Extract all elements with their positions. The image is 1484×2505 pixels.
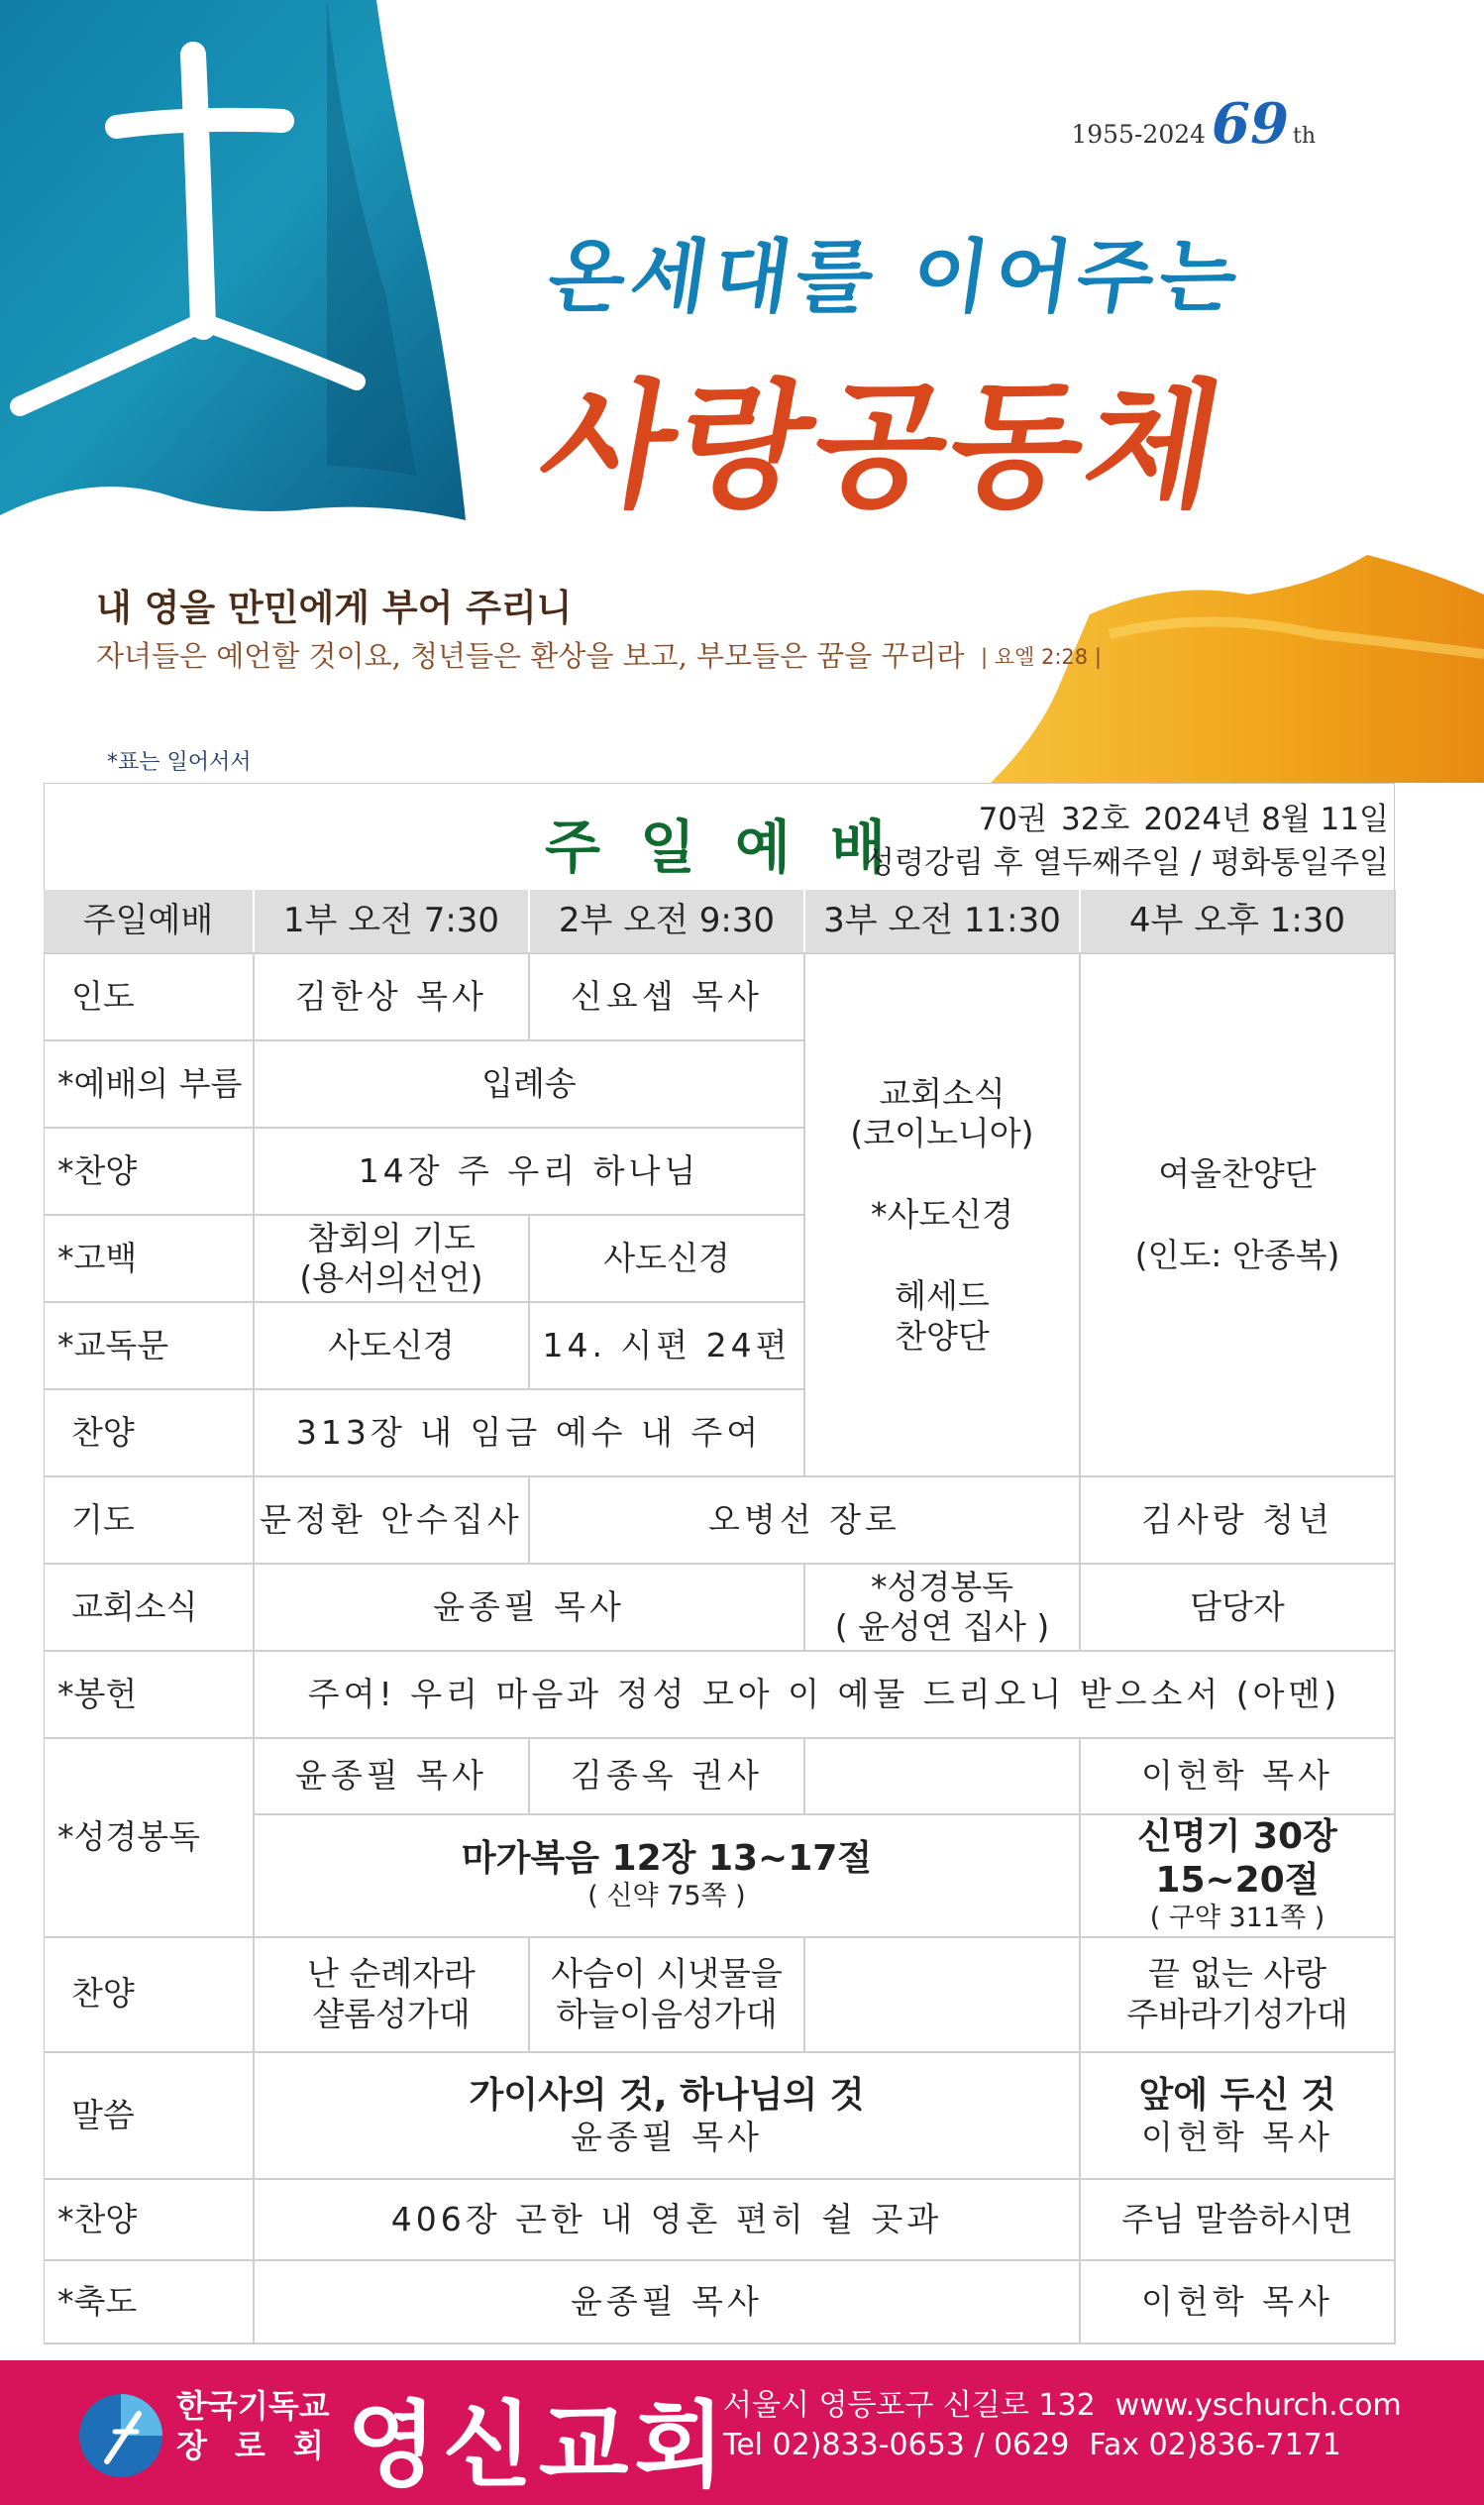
row-label: 교회소식 xyxy=(44,1564,254,1651)
anniversary-number: 69 xyxy=(1212,91,1289,157)
verse-title: 내 영을 만민에게 부어 주리니 xyxy=(96,587,573,629)
page-title: 주일예배 xyxy=(545,814,926,881)
verse-reference: | 요엘 2:28 | xyxy=(981,645,1102,669)
table-cell: 김사랑 청년 xyxy=(1080,1476,1395,1564)
anthem-title: 끝 없는 사랑 xyxy=(1147,1954,1327,1994)
slogan-line-1: 온세대를 이어주는 xyxy=(542,231,1249,323)
column-header: 1부 오전 7:30 xyxy=(254,890,529,953)
sermon-title: 가이사의 것, 하나님의 것 xyxy=(469,2074,865,2116)
row-label: *고백 xyxy=(44,1215,254,1302)
column-header: 3부 오전 11:30 xyxy=(804,890,1080,953)
table-cell: 김종옥 권사 xyxy=(529,1738,804,1813)
table-cell xyxy=(254,1215,529,1302)
table-row xyxy=(44,1476,1395,1564)
slogan-line-2: 사랑공동체 xyxy=(528,367,1237,526)
denomination-line-2: 장로회 xyxy=(176,2427,352,2464)
table-row xyxy=(44,1937,1395,2052)
verse-text: 자녀들은 예언할 것이요, 청년들은 환상을 보고, 부모들은 꿈을 꾸리라 xyxy=(96,639,965,673)
choir-name: 하늘이음성가대 xyxy=(556,1994,778,2033)
table-cell-line: *성경봉독 xyxy=(870,1568,1013,1607)
table-cell-line: 여울찬양단 xyxy=(1158,1153,1317,1193)
anniversary-years: 1955-2024 xyxy=(1071,120,1207,149)
sermon-title: 앞에 두신 것 xyxy=(1138,2074,1336,2116)
table-cell: 이헌학 목사 xyxy=(1080,2260,1395,2343)
table-row xyxy=(44,953,1395,1040)
table-cell: 사도신경 xyxy=(254,1302,529,1389)
table-cell xyxy=(529,1937,804,2052)
choir-name: 샬롬성가대 xyxy=(312,1994,471,2033)
anthem-title: 사슴이 시냇물을 xyxy=(551,1954,783,1994)
denomination-name xyxy=(176,2386,352,2465)
preacher-name: 이헌학 목사 xyxy=(1141,2117,1333,2156)
table-cell: 담당자 xyxy=(1080,1564,1395,1651)
table-cell: 윤종필 목사 xyxy=(254,1564,804,1651)
row-label: *축도 xyxy=(44,2260,254,2343)
table-cell: 주님 말씀하시면 xyxy=(1080,2179,1395,2260)
table-cell: 김한상 목사 xyxy=(254,953,529,1040)
scripture-page: ( 신약 75쪽 ) xyxy=(587,1881,746,1912)
row-label: *찬양 xyxy=(44,2179,254,2260)
table-cell-line: 참회의 기도 xyxy=(307,1218,476,1257)
table-row xyxy=(44,1651,1395,1738)
column-header: 주일예배 xyxy=(44,890,254,953)
table-cell-line: *사도신경 xyxy=(870,1195,1013,1235)
table-cell: 14. 시편 24편 xyxy=(529,1302,804,1389)
service4-block xyxy=(1080,953,1395,1476)
blue-brush-shape xyxy=(0,0,466,520)
table-row xyxy=(44,2179,1395,2260)
table-row xyxy=(44,1738,1395,1813)
footer-website[interactable]: www.yschurch.com xyxy=(1114,2388,1402,2423)
table-cell-line: (인도: 안종복) xyxy=(1134,1236,1340,1275)
row-label: 기도 xyxy=(44,1476,254,1564)
table-row xyxy=(44,2052,1395,2179)
column-header: 4부 오후 1:30 xyxy=(1080,890,1395,953)
column-header: 2부 오전 9:30 xyxy=(529,890,804,953)
table-cell: 신요셉 목사 xyxy=(529,953,804,1040)
row-label: 말씀 xyxy=(44,2052,254,2179)
anniversary-badge xyxy=(1071,91,1316,157)
row-label: *성경봉독 xyxy=(44,1738,254,1936)
table-cell xyxy=(804,1937,1080,2052)
table-cell xyxy=(1080,1814,1395,1937)
anthem-title: 난 순례자라 xyxy=(307,1954,476,1994)
table-cell xyxy=(254,1814,1080,1937)
table-cell xyxy=(1080,2052,1395,2179)
table-cell xyxy=(254,1937,529,2052)
row-label: *찬양 xyxy=(44,1128,254,1215)
footer-fax: Fax 02)836-7171 xyxy=(1089,2428,1341,2462)
table-row xyxy=(44,1564,1395,1651)
table-header-row xyxy=(44,890,1395,953)
table-cell: 입례송 xyxy=(254,1040,804,1128)
table-cell-line: 찬양단 xyxy=(895,1316,990,1356)
row-label: 인도 xyxy=(44,953,254,1040)
table-row xyxy=(44,2260,1395,2343)
footer-tel: Tel 02)833-0653 / 0629 xyxy=(723,2428,1070,2462)
table-cell: 윤종필 목사 xyxy=(254,1738,529,1813)
table-cell: 윤종필 목사 xyxy=(254,2260,1080,2343)
table-cell: 문정환 안수집사 xyxy=(254,1476,529,1564)
table-cell-line: (코이노니아) xyxy=(850,1113,1034,1152)
church-logo-icon xyxy=(77,2392,164,2479)
table-cell xyxy=(1080,1937,1395,2052)
footer-address: 서울시 영등포구 신길로 132 xyxy=(723,2388,1096,2423)
table-cell: 313장 내 임금 예수 내 주여 xyxy=(254,1389,804,1476)
church-name: 영신교회 xyxy=(347,2392,731,2500)
table-cell: 406장 곤한 내 영혼 편히 쉴 곳과 xyxy=(254,2179,1080,2260)
table-cell xyxy=(804,1738,1080,1813)
scripture-text: 마가복음 12장 13~17절 xyxy=(461,1838,873,1880)
row-label: 찬양 xyxy=(44,1389,254,1476)
issue-number: 32호 xyxy=(1060,802,1130,837)
table-cell-line: (용서의선언) xyxy=(299,1258,483,1298)
issue-volume: 70권 xyxy=(978,802,1047,837)
table-cell xyxy=(804,1564,1080,1651)
issue-info xyxy=(865,798,1389,885)
choir-name: 주바라기성가대 xyxy=(1126,1994,1348,2033)
table-cell-line: ( 윤성연 집사 ) xyxy=(834,1607,1050,1647)
table-cell-line: 교회소식 xyxy=(879,1073,1006,1113)
row-label: 찬양 xyxy=(44,1937,254,2052)
table-cell: 주여! 우리 마음과 정성 모아 이 예물 드리오니 받으소서 (아멘) xyxy=(254,1651,1395,1738)
preacher-name: 윤종필 목사 xyxy=(571,2117,763,2156)
table-cell: 사도신경 xyxy=(529,1215,804,1302)
table-cell: 이헌학 목사 xyxy=(1080,1738,1395,1813)
service3-block xyxy=(804,953,1080,1476)
row-label: *봉헌 xyxy=(44,1651,254,1738)
row-label: *교독문 xyxy=(44,1302,254,1389)
issue-date: 2024년 8월 11일 xyxy=(1143,802,1389,837)
footer-contact xyxy=(723,2386,1422,2465)
stand-note: *표는 일어서서 xyxy=(107,750,252,775)
row-label: *예배의 부름 xyxy=(44,1040,254,1128)
scripture-text: 신명기 30장 15~20절 xyxy=(1137,1816,1337,1902)
anniversary-suffix: th xyxy=(1292,124,1316,149)
table-cell: 14장 주 우리 하나님 xyxy=(254,1128,804,1215)
table-cell-line: 헤세드 xyxy=(895,1276,990,1316)
table-cell xyxy=(254,2052,1080,2179)
service-order-table xyxy=(44,890,1396,2344)
issue-subtitle: 성령강림 후 열두째주일 / 평화통일주일 xyxy=(865,845,1389,881)
denomination-line-1: 한국기독교 xyxy=(176,2387,330,2425)
scripture-page: ( 구약 311쪽 ) xyxy=(1149,1902,1325,1933)
table-cell: 오병선 장로 xyxy=(529,1476,1080,1564)
